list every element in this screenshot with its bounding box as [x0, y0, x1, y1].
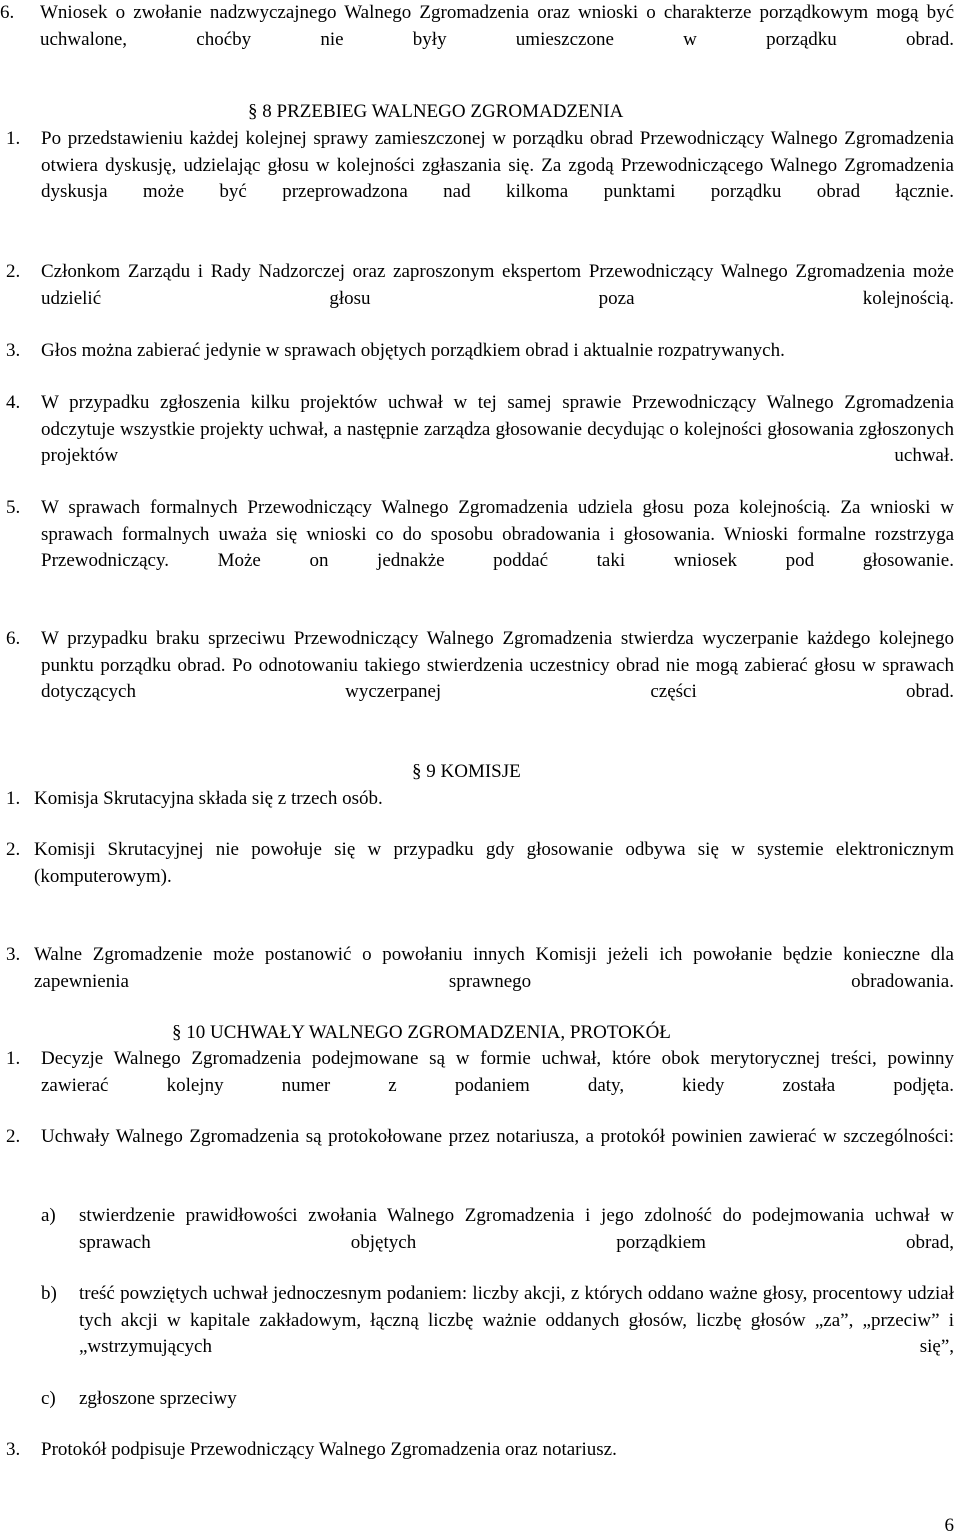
subitem-letter: a) [41, 1205, 56, 1226]
section-title: 9 KOMISJE [426, 761, 521, 782]
item-text: Komisji Skrutacyjnej nie powołuje się w przypadku gdy głosowanie odbywa się w systemie elektronicznym (komputerowym). [34, 839, 954, 887]
section-symbol: § [248, 101, 258, 122]
section8-item-6 [6, 626, 954, 732]
section10-subitem-b [41, 1281, 954, 1387]
item-text: W przypadku braku sprzeciwu Przewodniczący Walnego Zgromadzenia stwierdza wyczerpanie każdego kolejnego punktu porządku obrad. Po odnotowaniu takiego stwierdzenia uczestnicy obrad nie mogą zabierać głosu w sprawach dotyczących wyczerpanej części obrad. [41, 628, 954, 702]
item-number: 6. [6, 628, 21, 649]
item-number: 3. [6, 1439, 21, 1460]
paragraph-6-top [0, 0, 954, 80]
section9-item-3 [6, 942, 954, 1022]
section10-item-1 [6, 1046, 954, 1126]
item-text: Wniosek o zwołanie nadzwyczajnego Walnego Zgromadzenia oraz wnioski o charakterze porządkowym mogą być uchwalone, choćby nie były umieszczone w porządku obrad. [40, 2, 954, 50]
item-text: W sprawach formalnych Przewodniczący Walnego Zgromadzenia udziela głosu poza kolejnością. Za wnioski w sprawach formalnych uważa się wnioski co do sposobu obradowania i głosowania. Wnioski formalne rozstrzyga Przewodniczący. Może on jednakże poddać taki wniosek pod głosowanie. [41, 497, 954, 571]
item-number: 1. [6, 128, 21, 149]
section10-item-2 [6, 1124, 954, 1177]
item-text: Członkom Zarządu i Rady Nadzorczej oraz zaproszonym ekspertom Przewodniczący Walnego Zgromadzenia może udzielić głosu poza kolejnością. [41, 261, 954, 309]
item-number: 3. [6, 944, 21, 965]
item-number: 2. [6, 1126, 21, 1147]
item-number: 2. [6, 261, 21, 282]
item-number: 1. [6, 1048, 21, 1069]
subitem-letter: b) [41, 1283, 57, 1304]
section8-item-4 [6, 390, 954, 496]
section8-item-1 [6, 126, 954, 232]
page-number: 6 [944, 1515, 954, 1536]
section8-item-2 [6, 259, 954, 339]
section-heading-10 [172, 1020, 671, 1046]
section8-item-5 [6, 495, 954, 601]
section10-subitem-c [41, 1386, 954, 1413]
subitem-letter: c) [41, 1388, 56, 1409]
section-heading-9 [412, 759, 521, 785]
item-text: Walne Zgromadzenie może postanowić o powołaniu innych Komisji jeżeli ich powołanie będzie konieczne dla zapewnienia sprawnego obradowania. [34, 944, 954, 992]
item-number: 5. [6, 497, 21, 518]
subitem-text: treść powziętych uchwał jednoczesnym podaniem: liczby akcji, z których oddano ważne głosy, procentowy udział tych akcji w kapitale zakładowym, łączną liczbę ważnie oddanych głosów, liczbę głosów „za”, „przeciw” i „wstrzymujących się”, [79, 1283, 954, 1357]
section10-subitem-a [41, 1203, 954, 1283]
section-title: 8 PRZEBIEG WALNEGO ZGROMADZENIA [262, 101, 624, 122]
item-text: Komisja Skrutacyjna składa się z trzech osób. [34, 788, 383, 809]
section10-item-3 [6, 1437, 954, 1464]
section9-item-1 [6, 786, 954, 813]
item-text: Po przedstawieniu każdej kolejnej sprawy zamieszczonej w porządku obrad Przewodniczący Walnego Zgromadzenia otwiera dyskusję, udzielając głosu w kolejności zgłaszania się. Za zgodą Przewodniczącego Walnego Zgromadzenia dyskusja może być przeprowadzona nad kilkoma punktami porządku obrad łącznie. [41, 128, 954, 202]
section9-item-2 [6, 837, 954, 917]
item-number: 3. [6, 340, 21, 361]
section-title: 10 UCHWAŁY WALNEGO ZGROMADZENIA, PROTOKÓŁ [186, 1022, 671, 1043]
item-text: W przypadku zgłoszenia kilku projektów uchwał w tej samej sprawie Przewodniczący Walnego Zgromadzenia odczytuje wszystkie projekty uchwał, a następnie zarządza głosowanie decydując o kolejności głosowania zgłoszonych projektów uchwał. [41, 392, 954, 466]
section-heading-8 [248, 99, 623, 125]
item-text: Uchwały Walnego Zgromadzenia są protokołowane przez notariusza, a protokół powinien zawierać w szczególności: [41, 1126, 954, 1147]
item-text: Decyzje Walnego Zgromadzenia podejmowane są w formie uchwał, które obok merytorycznej treści, powinny zawierać kolejny numer z podaniem daty, kiedy została podjęta. [41, 1048, 954, 1096]
item-text: Głos można zabierać jedynie w sprawach objętych porządkiem obrad i aktualnie rozpatrywanych. [41, 340, 785, 361]
item-number: 2. [6, 839, 21, 860]
subitem-text: stwierdzenie prawidłowości zwołania Walnego Zgromadzenia i jego zdolność do podejmowania uchwał w sprawach objętych porządkiem obrad, [79, 1205, 954, 1253]
section-symbol: § [172, 1022, 182, 1043]
item-number: 1. [6, 788, 21, 809]
section-symbol: § [412, 761, 422, 782]
section8-item-3 [6, 338, 954, 365]
item-number: 4. [6, 392, 21, 413]
item-text: Protokół podpisuje Przewodniczący Walnego Zgromadzenia oraz notariusz. [41, 1439, 617, 1460]
subitem-text: zgłoszone sprzeciwy [79, 1388, 237, 1409]
item-number: 6. [0, 2, 15, 23]
